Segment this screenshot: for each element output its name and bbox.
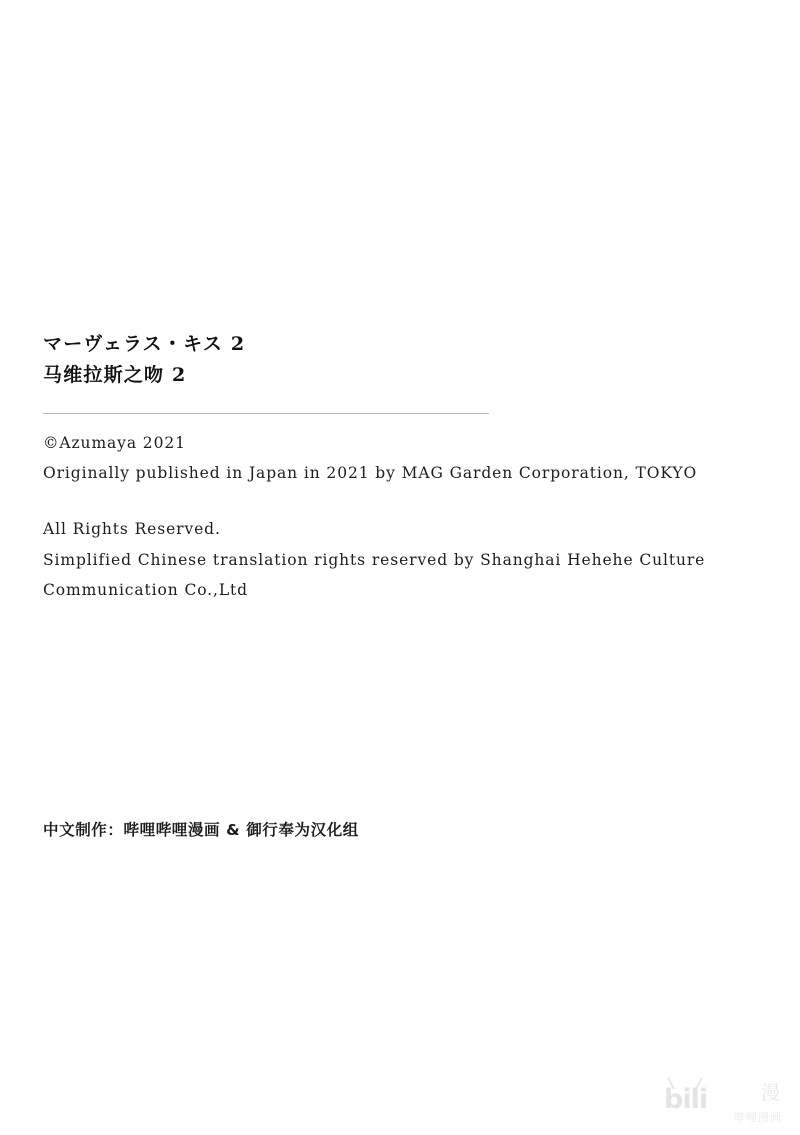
- credits-spacer: [43, 488, 758, 514]
- watermark-cn-small: 哔哩漫画: [734, 1111, 782, 1124]
- producer-credit: 中文制作：哔哩哔哩漫画 & 御行奉为汉化组: [43, 821, 359, 839]
- watermark-brand: bili: [664, 1084, 708, 1115]
- title-japanese: マーヴェラス・キス 2: [43, 333, 246, 355]
- colophon-block: [43, 330, 758, 605]
- translation-rights-line: Simplified Chinese translation rights reserved by Shanghai Hehehe Culture Communication Co.,Ltd: [43, 550, 706, 599]
- original-publication-line: Originally published in Japan in 2021 by MAG Garden Corporation, TOKYO: [43, 464, 698, 483]
- watermark-cn-big: 漫: [760, 1082, 780, 1104]
- copyright-line: ©Azumaya 2021: [43, 433, 186, 452]
- credits-block: [43, 428, 758, 605]
- rights-reserved-line: All Rights Reserved.: [43, 520, 221, 539]
- title-chinese: 马维拉斯之吻 2: [43, 364, 187, 387]
- divider: [43, 413, 489, 414]
- bilibili-watermark: [664, 1071, 782, 1127]
